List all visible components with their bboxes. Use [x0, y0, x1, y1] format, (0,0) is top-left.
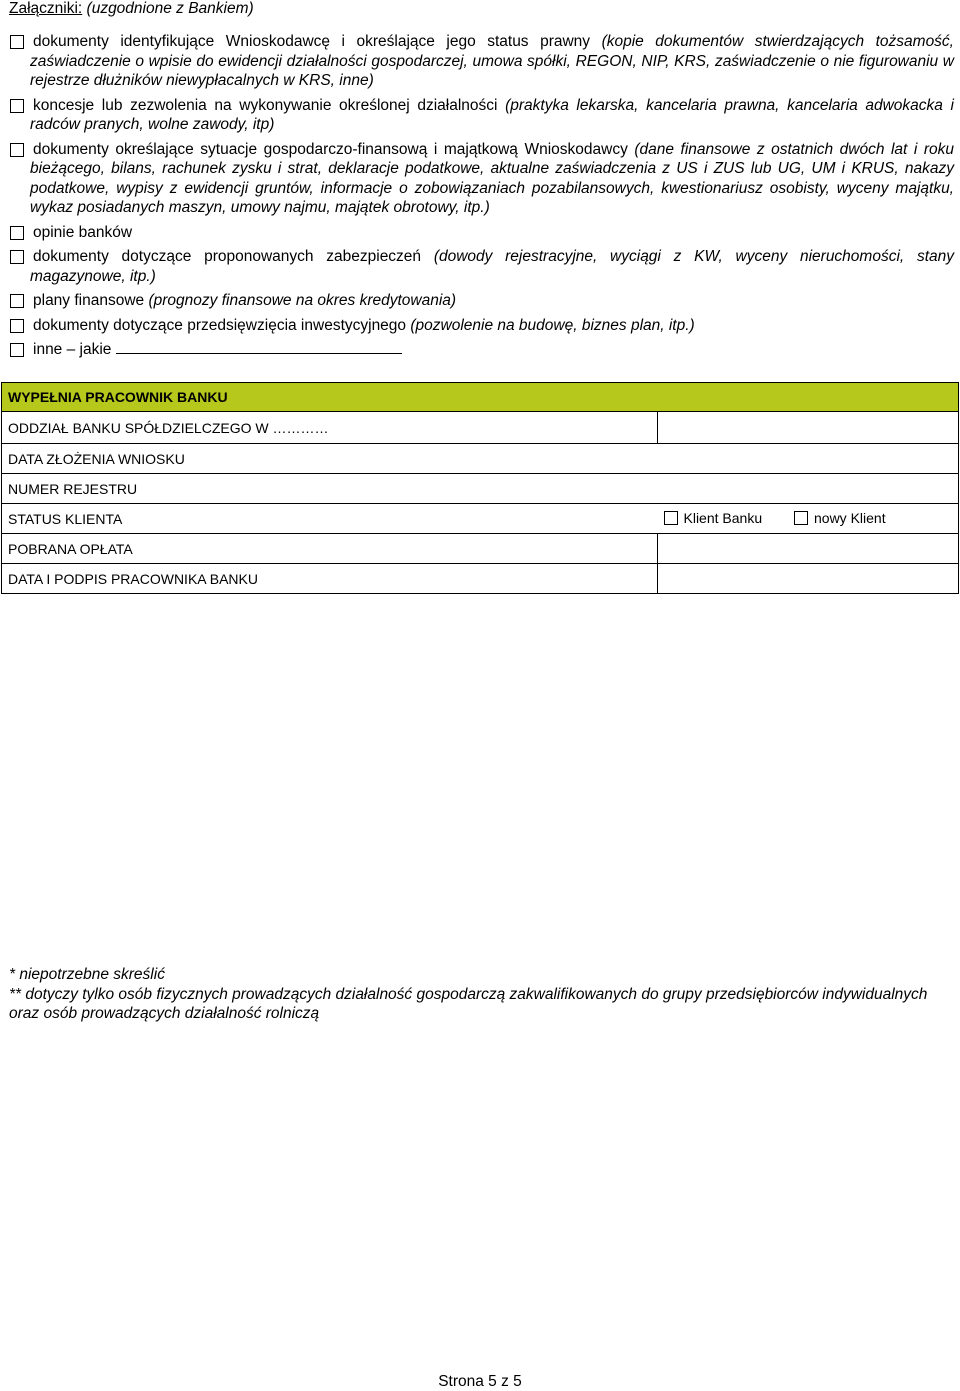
- checkbox-financial-plans[interactable]: [10, 294, 24, 308]
- row-label-client-status: STATUS KLIENTA: [2, 504, 658, 534]
- branch-value-field[interactable]: [658, 412, 959, 444]
- attachments-heading-label: Załączniki:: [9, 0, 83, 17]
- page-number: Strona 5 z 5: [438, 1373, 522, 1390]
- table-row: [2, 444, 959, 474]
- attachments-heading: [9, 0, 254, 18]
- option-label: nowy Klient: [814, 509, 886, 526]
- attachment-note: (prognozy finansowe na okres kredytowania): [148, 292, 457, 309]
- fee-field[interactable]: [658, 534, 959, 564]
- table-row: [2, 564, 959, 594]
- checkbox-investment-docs[interactable]: [10, 319, 24, 333]
- attachment-label: dokumenty określające sytuacje gospodarczo-finansową i majątkową Wnioskodawcy: [33, 140, 628, 158]
- checkbox-other[interactable]: [10, 343, 24, 357]
- attachment-item-collateral-docs: [10, 247, 954, 286]
- other-fill-in-line[interactable]: [116, 340, 402, 354]
- attachment-note: (dowody rejestracyjne, wyciągi z KW, wyceny nieruchomości, stany magazynowe, itp.): [30, 248, 954, 285]
- attachment-item-bank-opinions: [10, 223, 954, 243]
- attachment-item-licenses: [10, 96, 954, 135]
- option-new-client[interactable]: [794, 510, 886, 526]
- signature-field[interactable]: [658, 564, 959, 594]
- attachment-label: koncesje lub zezwolenia na wykonywanie określonej działalności: [33, 96, 498, 114]
- attachment-label: plany finansowe: [33, 292, 145, 309]
- attachments-heading-note: (uzgodnione z Bankiem): [86, 0, 254, 17]
- attachment-note: (pozwolenie na budowę, biznes plan, itp.): [410, 316, 695, 334]
- submission-date-field[interactable]: [658, 444, 959, 474]
- row-label-submission-date: DATA ZŁOŻENIA WNIOSKU: [2, 444, 658, 474]
- register-number-field[interactable]: [658, 474, 959, 504]
- attachment-label: dokumenty dotyczące proponowanych zabezpieczeń: [33, 248, 422, 265]
- footnote-1: * niepotrzebne skreślić: [9, 966, 165, 983]
- bank-table-header-row: [2, 383, 959, 412]
- attachment-item-financial-docs: [10, 140, 954, 218]
- attachment-item-investment-docs: [10, 316, 954, 336]
- table-row: [2, 504, 959, 534]
- attachment-note: (dane finansowe z ostatnich dwóch lat i roku bieżącego, bilans, rachunek zysku i strat, deklaracje podatkowe, aktualne zaświadczenia z US i ZUS lub UG, UM i KRUS, nakazy podatkowe, wypisy z ewidencji gruntów, informacje o zobowiązaniach pozabilansowych, kwestionariusz osobisty, wyceny majątku, wykaz posiadanych maszyn, umowy najmu, majątek obrotowy, itp.): [30, 140, 955, 216]
- footnote-2: ** dotyczy tylko osób fizycznych prowadzących działalność gospodarczą zakwalifikowanych do grupy przedsiębiorców indywidualnych oraz osób prowadzących działalność rolniczą: [9, 985, 928, 1022]
- table-row: [2, 474, 959, 504]
- row-label-fee: POBRANA OPŁATA: [2, 534, 658, 564]
- footnotes: [9, 965, 949, 1024]
- client-status-options: [658, 504, 959, 534]
- attachment-label: dokumenty dotyczące przedsięwzięcia inwestycyjnego: [33, 316, 407, 334]
- attachment-label: dokumenty identyfikujące Wnioskodawcę i określające jego status prawny: [33, 33, 591, 50]
- attachment-item-identity-docs: [10, 32, 954, 91]
- checkbox-bank-opinions[interactable]: [10, 226, 24, 240]
- attachment-label: inne – jakie: [33, 341, 112, 358]
- attachment-note: (kopie dokumentów stwierdzających tożsamość, zaświadczenie o wpisie do ewidencji działalności gospodarczej, umowa spółki, REGON, NIP, KRS, zaświadczenie o nie figurowaniu w rejestrze dłużników niewypłacalnych w KRS, inne): [30, 33, 954, 89]
- table-row: [2, 412, 959, 444]
- row-label-signature: DATA I PODPIS PRACOWNIKA BANKU: [2, 564, 658, 594]
- checkbox-bank-client[interactable]: [664, 511, 678, 525]
- attachments-list: [10, 32, 954, 365]
- attachment-label: opinie banków: [33, 223, 133, 241]
- option-bank-client[interactable]: [664, 510, 763, 526]
- attachment-item-other: [10, 340, 954, 360]
- table-row: [2, 534, 959, 564]
- checkbox-licenses[interactable]: [10, 99, 24, 113]
- attachment-item-financial-plans: [10, 291, 954, 311]
- checkbox-new-client[interactable]: [794, 511, 808, 525]
- option-label: Klient Banku: [683, 509, 763, 526]
- checkbox-identity-docs[interactable]: [10, 35, 24, 49]
- attachment-note: (praktyka lekarska, kancelaria prawna, kancelaria adwokacka i radców pranych, wolne zawody, itp): [30, 96, 954, 133]
- checkbox-financial-docs[interactable]: [10, 143, 24, 157]
- row-label-register-number: NUMER REJESTRU: [2, 474, 658, 504]
- row-label-branch: ODDZIAŁ BANKU SPÓŁDZIELCZEGO W …………: [2, 412, 658, 444]
- checkbox-collateral-docs[interactable]: [10, 250, 24, 264]
- bank-table-header: WYPEŁNIA PRACOWNIK BANKU: [2, 383, 959, 412]
- bank-employee-table: [1, 382, 959, 594]
